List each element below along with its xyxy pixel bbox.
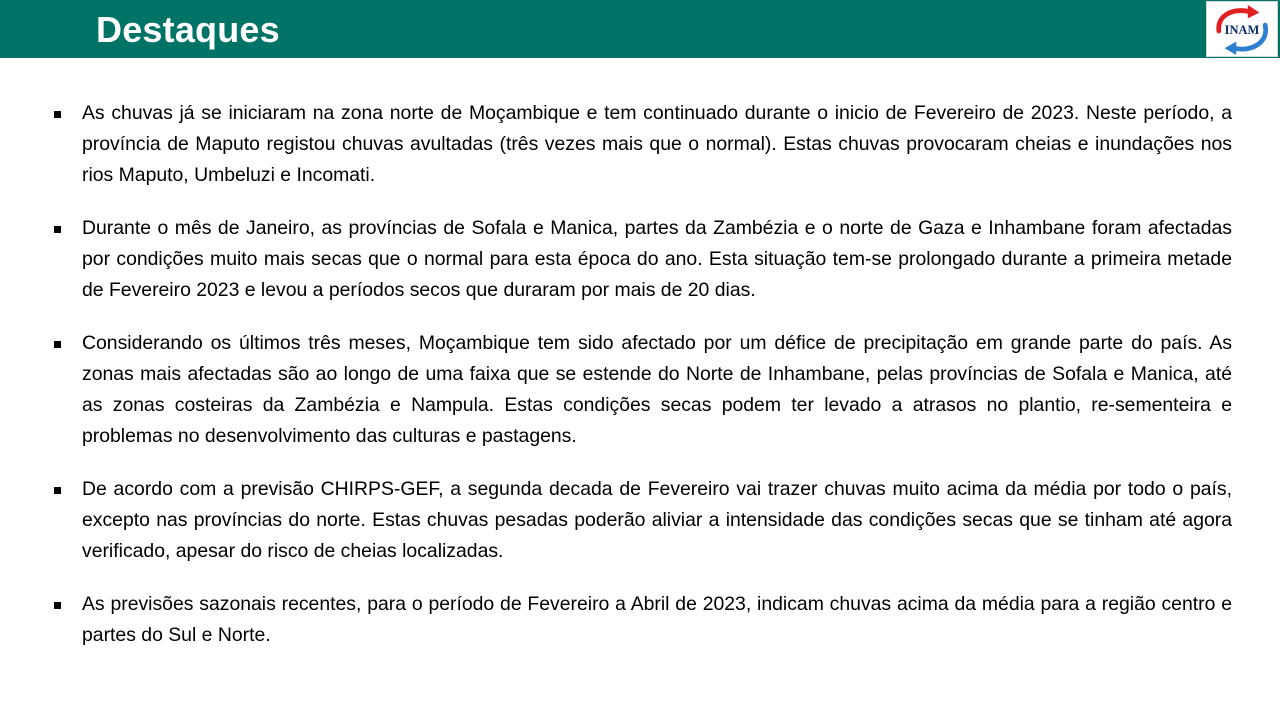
square-bullet-icon (54, 111, 61, 118)
highlight-item (50, 474, 1232, 567)
header-bar (0, 0, 1280, 58)
logo-text: INAM (1224, 22, 1260, 37)
highlight-text: Durante o mês de Janeiro, as províncias de Sofala e Manica, partes da Zambézia e o norte de Gaza e Inhambane foram afectadas por condições muito mais secas que o normal para esta época do ano. Esta situação tem-se prolongado durante a primeira metade de Fevereiro 2023 e levou a períodos secos que duraram por mais de 20 dias. (82, 217, 1232, 301)
highlight-text: As previsões sazonais recentes, para o período de Fevereiro a Abril de 2023, indicam chuvas acima da média para a região centro e partes do Sul e Norte. (82, 593, 1232, 646)
square-bullet-icon (54, 602, 61, 609)
highlight-item (50, 589, 1232, 651)
highlight-text: Considerando os últimos três meses, Moçambique tem sido afectado por um défice de precipitação em grande parte do país. As zonas mais afectadas são ao longo de uma faixa que se estende do Norte de Inhambane, pelas províncias de Sofala e Manica, até as zonas costeiras da Zambézia e Nampula. Estas condições secas podem ter levado a atrasos no plantio, re-sementeira e problemas no desenvolvimento das culturas e pastagens. (82, 332, 1232, 447)
square-bullet-icon (54, 226, 61, 233)
square-bullet-icon (54, 487, 61, 494)
highlight-item (50, 98, 1232, 191)
slide-title: Destaques (96, 9, 280, 50)
inam-logo (1206, 1, 1278, 57)
highlight-item (50, 213, 1232, 306)
highlight-text: As chuvas já se iniciaram na zona norte de Moçambique e tem continuado durante o inicio de Fevereiro de 2023. Neste período, a província de Maputo registou chuvas avultadas (três vezes mais que o normal). Estas chuvas provocaram cheias e inundações nos rios Maputo, Umbeluzi e Incomati. (82, 102, 1232, 186)
highlights-list (50, 98, 1232, 673)
highlight-text: De acordo com a previsão CHIRPS-GEF, a segunda decada de Fevereiro vai trazer chuvas muito acima da média por todo o país, excepto nas províncias do norte. Estas chuvas pesadas poderão aliviar a intensidade das condições secas que se tinham até agora verificado, apesar do risco de cheias localizadas. (82, 478, 1232, 562)
square-bullet-icon (54, 341, 61, 348)
inam-logo-icon (1207, 2, 1277, 56)
highlight-item (50, 328, 1232, 452)
